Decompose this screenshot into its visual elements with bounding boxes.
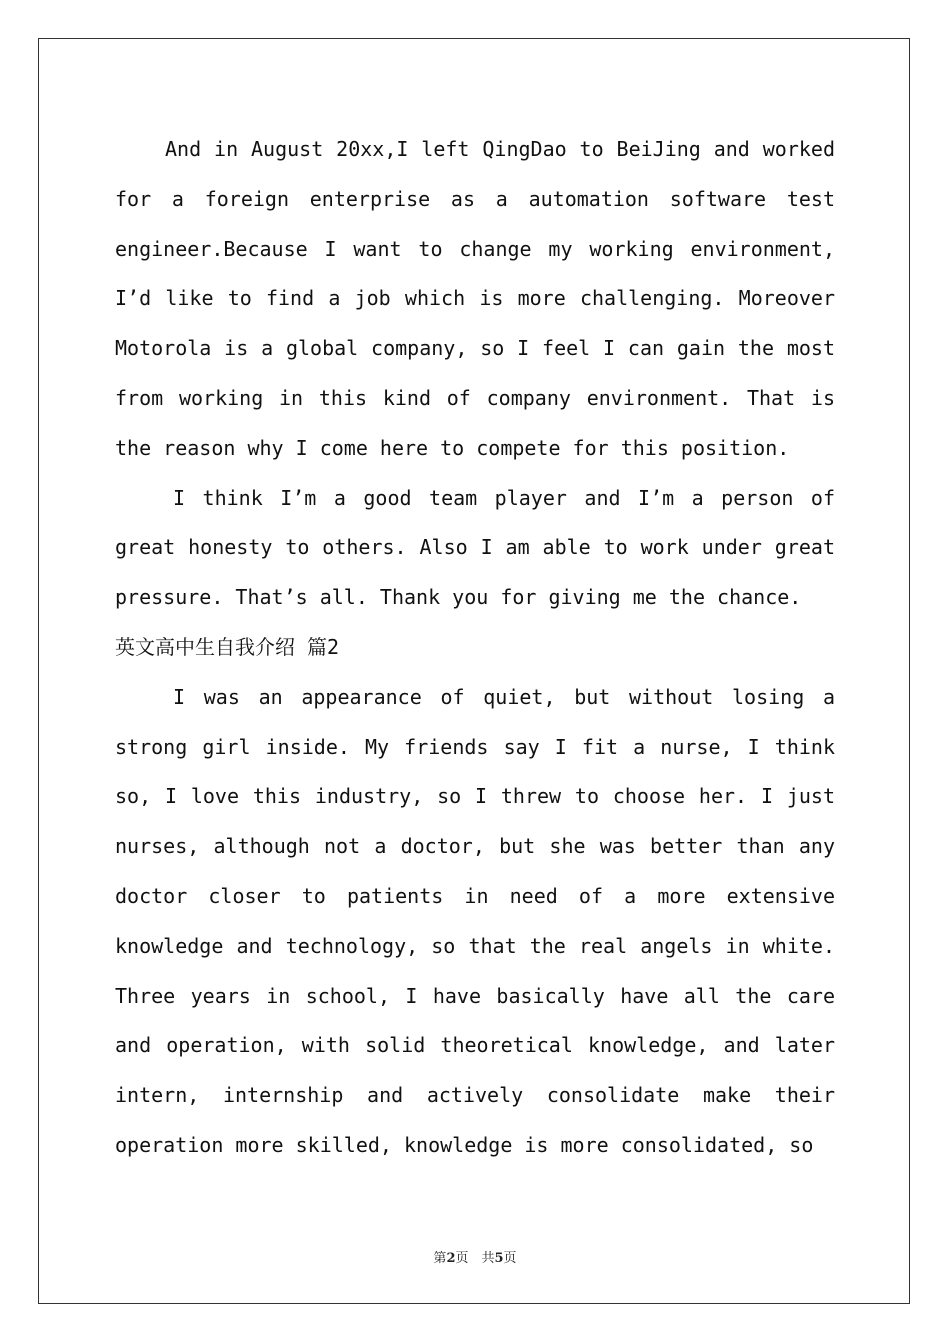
footer-suffix: 页 xyxy=(503,1251,517,1266)
paragraph-1: And in August 20xx,I left QingDao to BeiJing and worked for a foreign enterprise as a automation software test engineer.Because I want to change my working environment, I’d like to find a job which is more challenging. Moreover Motorola is a global company, so I feel I can gain the most from working in this kind of company environment. That is the reason why I come here to compete for this position. xyxy=(115,137,835,460)
section-heading: 英文高中生自我介绍 篇2 xyxy=(115,634,340,659)
footer-total-pages: 5 xyxy=(494,1251,504,1266)
document-body xyxy=(115,125,835,1171)
footer-prefix: 第 xyxy=(433,1251,447,1266)
page-footer xyxy=(0,1247,950,1266)
paragraph-2: I think I’m a good team player and I’m a person of great honesty to others. Also I am able to work under great pressure. That’s all. Thank you for giving me the chance. xyxy=(115,485,835,610)
footer-current-page: 2 xyxy=(446,1251,456,1266)
footer-middle: 页 共 xyxy=(455,1251,495,1266)
paragraph-3: I was an appearance of quiet, but without losing a strong girl inside. My friends say I fit a nurse, I think so, I love this industry, so I threw to choose her. I just nurses, although not a doctor, but she was better than any doctor closer to patients in need of a more extensive knowledge and technology, so that the real angels in white. Three years in school, I have basically have all the care and operation, with solid theoretical knowledge, and later intern, internship and actively consolidate make their operation more skilled, knowledge is more consolidated, so xyxy=(115,684,835,1157)
